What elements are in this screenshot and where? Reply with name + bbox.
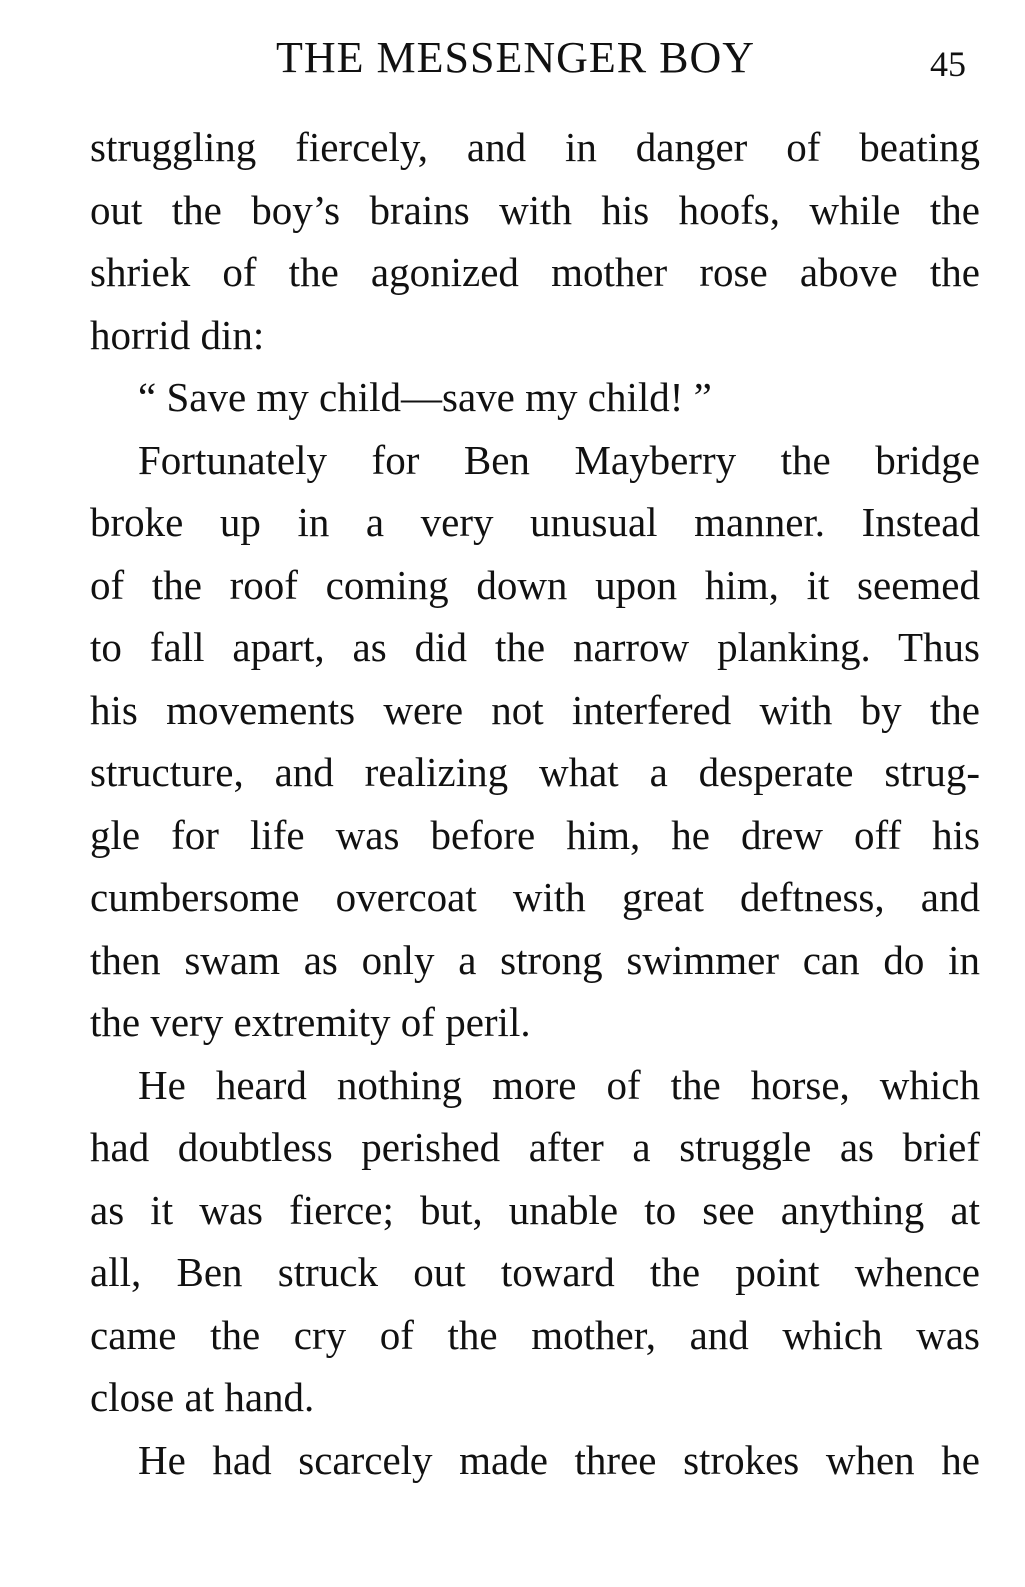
- text-line: horrid din:: [90, 311, 265, 358]
- text-line: Fortunately for Ben Mayberry the bridge: [138, 436, 980, 483]
- text-line: struggling fiercely, and in danger of beating: [90, 124, 980, 170]
- text-line: structure, and realizing what a desperate strug-: [90, 749, 980, 795]
- text-line: came the cry of the mother, and which was: [90, 1311, 980, 1358]
- text-line: “ Save my child—save my child! ”: [138, 374, 712, 420]
- text-line: then swam as only a strong swimmer can do in: [90, 936, 980, 983]
- text-line: his movements were not interfered with by the: [90, 686, 980, 733]
- text-line: of the roof coming down upon him, it seemed: [90, 561, 980, 608]
- text-line: out the boy’s brains with his hoofs, while the: [90, 186, 980, 233]
- text-line: as it was fierce; but, unable to see anything at: [90, 1186, 980, 1233]
- text-line: to fall apart, as did the narrow planking. Thus: [90, 624, 980, 670]
- text-line: broke up in a very unusual manner. Instead: [90, 499, 980, 545]
- text-line: the very extremity of peril.: [90, 999, 531, 1045]
- running-head: [0, 28, 1025, 88]
- text-line: close at hand.: [90, 1374, 315, 1420]
- page-number: 45: [930, 44, 966, 84]
- text-line: had doubtless perished after a struggle as brief: [90, 1124, 980, 1170]
- text-line: all, Ben struck out toward the point whence: [90, 1249, 980, 1295]
- body-text: [90, 116, 980, 1491]
- text-line: He heard nothing more of the horse, which: [138, 1061, 980, 1108]
- text-line: cumbersome overcoat with great deftness, and: [90, 874, 980, 920]
- running-title: THE MESSENGER BOY: [276, 33, 756, 82]
- text-line: shriek of the agonized mother rose above the: [90, 249, 980, 295]
- text-line: gle for life was before him, he drew off his: [90, 811, 980, 858]
- text-line: He had scarcely made three strokes when he: [138, 1436, 980, 1483]
